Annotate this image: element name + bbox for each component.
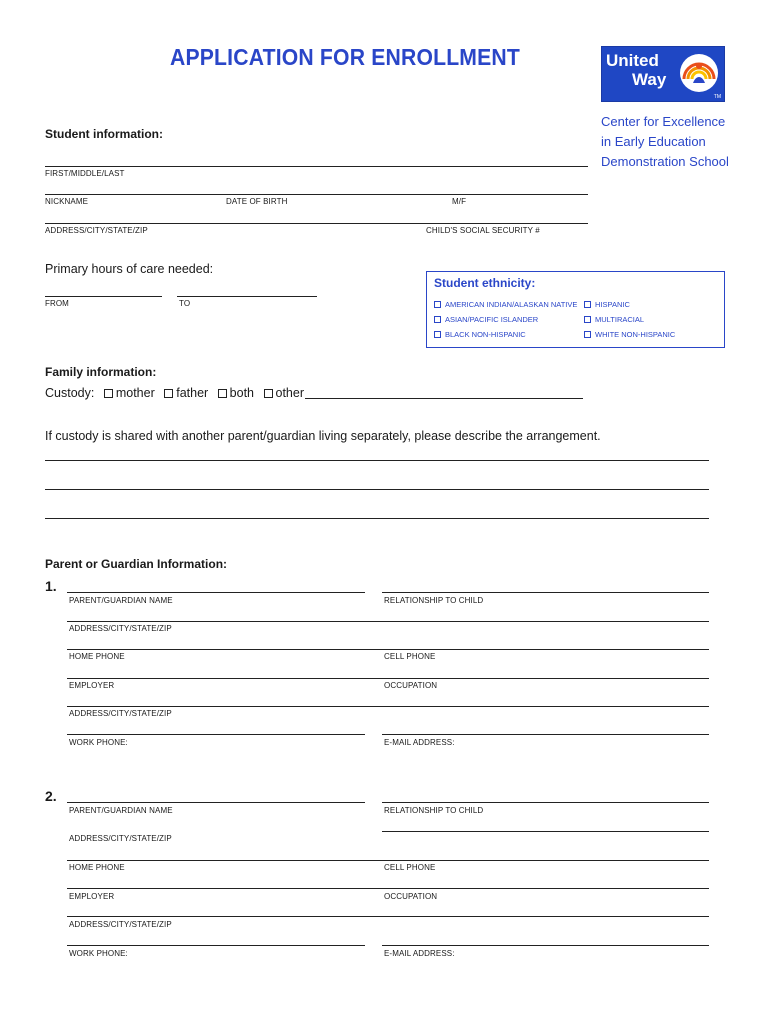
guardian-field-line[interactable] (382, 802, 709, 803)
occupation-label: OCCUPATION (384, 892, 438, 901)
custody-option-mother[interactable]: mother (104, 386, 155, 400)
guardian-number: 1. (45, 578, 57, 594)
cell-phone-label: CELL PHONE (384, 863, 436, 872)
name-line[interactable] (45, 166, 588, 167)
arrangement-line[interactable] (45, 518, 709, 519)
nickname-label: NICKNAME (45, 197, 89, 206)
to-line[interactable] (177, 296, 317, 297)
checkbox-icon[interactable] (584, 301, 591, 308)
email-label: E-MAIL ADDRESS: (384, 949, 455, 958)
address-label: ADDRESS/CITY/STATE/ZIP (45, 226, 148, 235)
work-phone-label: WORK PHONE: (69, 949, 128, 958)
guardian-field-line[interactable] (67, 860, 709, 861)
ethnicity-option[interactable]: BLACK NON-HISPANIC (434, 330, 526, 339)
first-middle-last-label: FIRST/MIDDLE/LAST (45, 169, 125, 178)
guardian-field-line[interactable] (67, 678, 709, 679)
guardian-field-line[interactable] (67, 621, 709, 622)
ethnicity-option[interactable]: AMERICAN INDIAN/ALASKAN NATIVE (434, 300, 577, 309)
guardian-field-line[interactable] (67, 649, 709, 650)
custody-option-father[interactable]: father (164, 386, 208, 400)
guardian-field-line[interactable] (382, 592, 709, 593)
checkbox-icon[interactable] (264, 389, 273, 398)
email-label: E-MAIL ADDRESS: (384, 738, 455, 747)
custody-other-line[interactable] (305, 398, 583, 399)
address-label: ADDRESS/CITY/STATE/ZIP (69, 834, 172, 843)
guardian-field-line[interactable] (67, 916, 709, 917)
guardian-number: 2. (45, 788, 57, 804)
guardian-field-line[interactable] (67, 945, 365, 946)
from-label: FROM (45, 299, 69, 308)
ssn-label: CHILD'S SOCIAL SECURITY # (426, 226, 540, 235)
guardian-field-line[interactable] (382, 945, 709, 946)
page-title: APPLICATION FOR ENROLLMENT (170, 44, 520, 70)
ethnicity-option[interactable]: ASIAN/PACIFIC ISLANDER (434, 315, 538, 324)
guardian-field-line[interactable] (67, 888, 709, 889)
guardian-field-line[interactable] (382, 734, 709, 735)
employer-label: EMPLOYER (69, 892, 115, 901)
guardian-name-label: PARENT/GUARDIAN NAME (69, 596, 173, 605)
occupation-label: OCCUPATION (384, 681, 438, 690)
center-line: in Early Education (601, 134, 706, 149)
guardian-field-line[interactable] (67, 592, 365, 593)
checkbox-icon[interactable] (584, 316, 591, 323)
arrangement-line[interactable] (45, 489, 709, 490)
guardian-field-line[interactable] (382, 831, 709, 832)
checkbox-icon[interactable] (164, 389, 173, 398)
center-text (601, 112, 729, 172)
address-line[interactable] (45, 223, 588, 224)
arrangement-line[interactable] (45, 460, 709, 461)
logo-tm: TM (713, 94, 721, 100)
address-label: ADDRESS/CITY/STATE/ZIP (69, 624, 172, 633)
center-line: Center for Excellence (601, 114, 726, 129)
guardian-field-line[interactable] (67, 802, 365, 803)
ethnicity-option[interactable]: WHITE NON-HISPANIC (584, 330, 675, 339)
ethnicity-box (426, 271, 725, 348)
checkbox-icon[interactable] (434, 316, 441, 323)
center-line: Demonstration School (601, 154, 729, 169)
to-label: TO (179, 299, 191, 308)
from-line[interactable] (45, 296, 162, 297)
ethnicity-option[interactable]: HISPANIC (584, 300, 630, 309)
student-info-heading: Student information: (45, 127, 163, 141)
checkbox-icon[interactable] (434, 301, 441, 308)
relationship-label: RELATIONSHIP TO CHILD (384, 806, 484, 815)
guardian-field-line[interactable] (67, 734, 365, 735)
ethnicity-option[interactable]: MULTIRACIAL (584, 315, 644, 324)
custody-option-both[interactable]: both (218, 386, 254, 400)
hand-rainbow-icon (678, 53, 720, 93)
nickname-line[interactable] (45, 194, 588, 195)
united-way-logo (601, 46, 725, 102)
home-phone-label: HOME PHONE (69, 863, 125, 872)
logo-line2: Way (632, 70, 667, 89)
checkbox-icon[interactable] (584, 331, 591, 338)
shared-custody-prompt: If custody is shared with another parent/guardian living separately, please describe the arrangement. (45, 429, 601, 443)
guardian-field-line[interactable] (67, 706, 709, 707)
mf-label: M/F (452, 197, 467, 206)
cell-phone-label: CELL PHONE (384, 652, 436, 661)
logo-line1: United (606, 51, 659, 70)
address-label: ADDRESS/CITY/STATE/ZIP (69, 709, 172, 718)
checkbox-icon[interactable] (218, 389, 227, 398)
work-phone-label: WORK PHONE: (69, 738, 128, 747)
checkbox-icon[interactable] (104, 389, 113, 398)
custody-label: Custody: (45, 386, 95, 400)
dob-label: DATE OF BIRTH (226, 197, 288, 206)
guardian-name-label: PARENT/GUARDIAN NAME (69, 806, 173, 815)
family-heading: Family information: (45, 365, 157, 379)
ethnicity-heading: Student ethnicity: (434, 276, 536, 290)
guardian-heading: Parent or Guardian Information: (45, 557, 228, 571)
hours-heading: Primary hours of care needed: (45, 262, 214, 276)
employer-label: EMPLOYER (69, 681, 115, 690)
custody-row (45, 386, 304, 400)
home-phone-label: HOME PHONE (69, 652, 125, 661)
custody-option-other[interactable]: other (264, 386, 305, 400)
relationship-label: RELATIONSHIP TO CHILD (384, 596, 484, 605)
address-label: ADDRESS/CITY/STATE/ZIP (69, 920, 172, 929)
checkbox-icon[interactable] (434, 331, 441, 338)
